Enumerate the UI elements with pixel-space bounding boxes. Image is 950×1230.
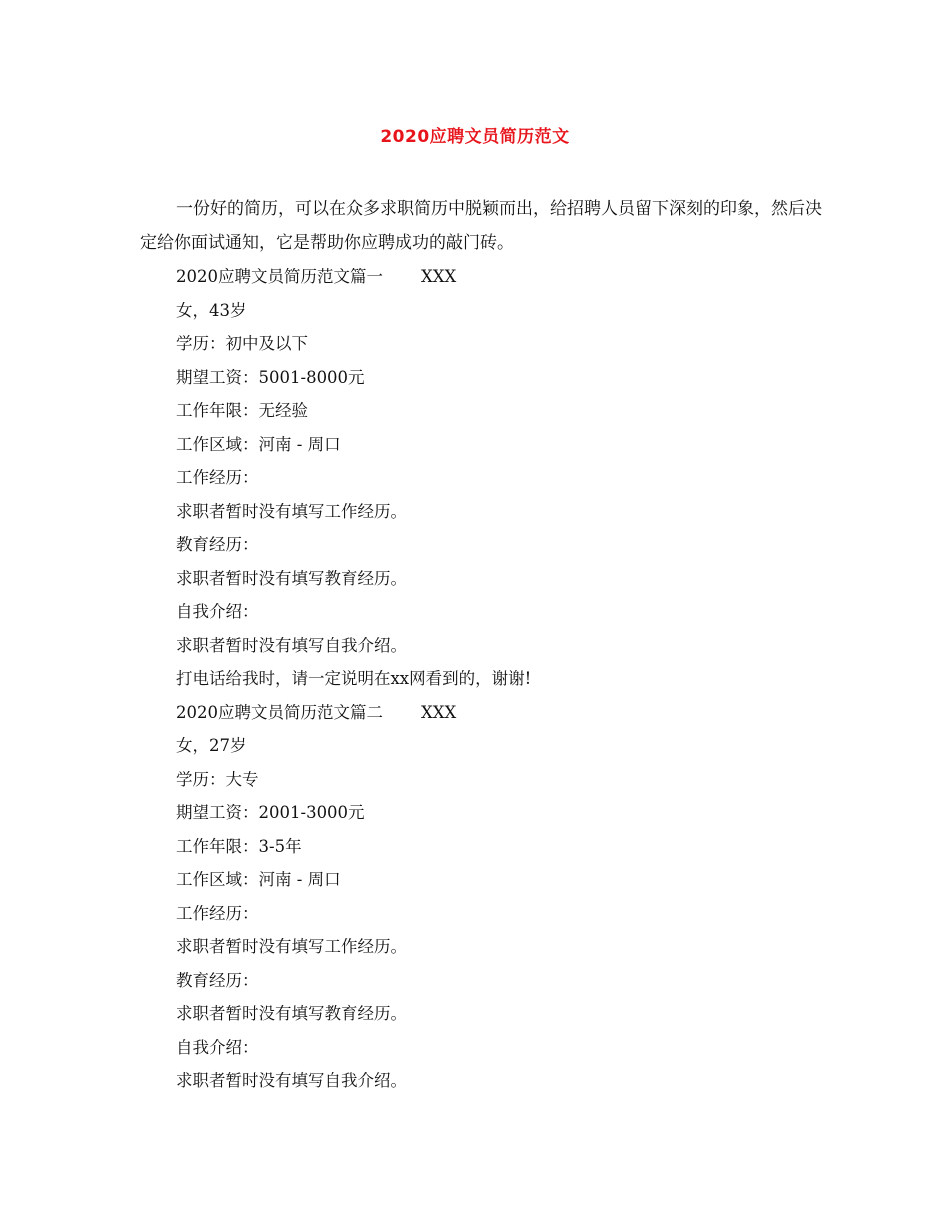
sample1-education: 学历：初中及以下 [176,334,308,353]
sample2-salary: 期望工资：2001-3000元 [176,803,365,822]
sample1-edu-label: 教育经历： [176,535,259,554]
sample1-heading: 2020应聘文员简历范文篇一 [176,267,383,286]
sample2-intro-label: 自我介绍： [176,1037,259,1057]
sample2-work-text: 求职者暂时没有填写工作经历。 [176,937,407,956]
sample2-edu-text: 求职者暂时没有填写教育经历。 [176,1004,407,1023]
sample1-intro-text: 求职者暂时没有填写自我介绍。 [176,635,407,655]
sample2-work-label: 工作经历： [176,903,259,923]
sample1-work-label: 工作经历： [176,468,259,487]
sample1-work-text: 求职者暂时没有填写工作经历。 [176,501,407,521]
sample2-intro-text: 求职者暂时没有填写自我介绍。 [176,1071,407,1090]
resume-list [176,262,856,1100]
sample1-salary: 期望工资：5001-8000元 [176,367,365,387]
sample1-edu-text: 求职者暂时没有填写教育经历。 [176,568,407,588]
sample1-region: 工作区域：河南 - 周口 [176,434,341,454]
sample2-heading: 2020应聘文员简历范文篇二 [176,702,383,722]
sample2-region: 工作区域：河南 - 周口 [176,870,341,889]
sample2-edu-label: 教育经历： [176,970,259,990]
sample1-years: 工作年限：无经验 [176,401,308,420]
sample2-years: 工作年限：3-5年 [176,836,302,856]
sample1-intro-label: 自我介绍： [176,602,259,621]
sample2-heading-line [176,698,856,732]
page-title: 2020应聘文员简历范文 [380,127,570,147]
sample1-heading-line [176,262,856,296]
sample2-gender-age: 女，27岁 [176,736,247,755]
sample1-gender-age: 女，43岁 [176,300,247,320]
sample2-name: XXX [421,702,457,722]
sample1-contact: 打电话给我时，请一定说明在xx网看到的，谢谢! [176,669,532,688]
intro-paragraph: 一份好的简历，可以在众多求职简历中脱颖而出，给招聘人员留下深刻的印象，然后决定给你面试通知，它是帮助你应聘成功的敲门砖。 [140,199,822,253]
sample1-name: XXX [421,267,457,286]
sample2-education: 学历：大专 [176,769,259,789]
